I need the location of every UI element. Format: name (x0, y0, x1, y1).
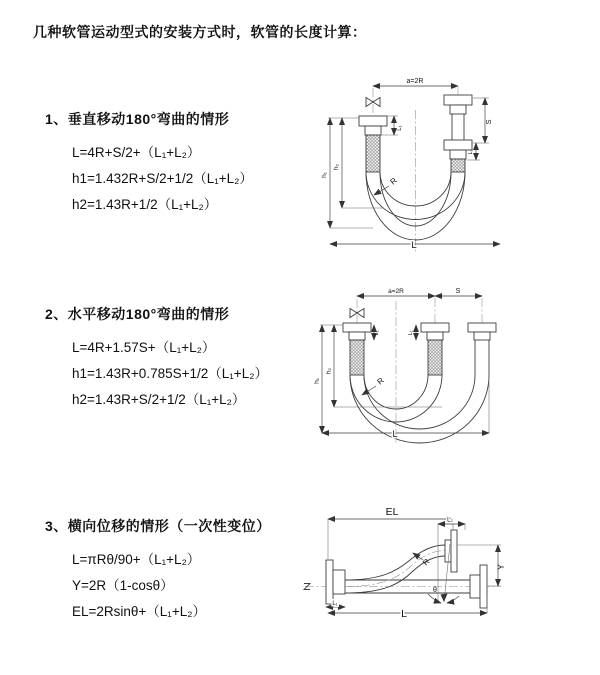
braided-hose (350, 340, 364, 375)
section-heading: 3、横向位移的情形（一次性变位） (45, 518, 271, 534)
dim-label-a2r: a=2R (388, 288, 404, 295)
dim-label-l1: L₁ (374, 330, 380, 336)
dim-label-l: L (401, 608, 407, 620)
braided-hose (451, 159, 465, 172)
dim-label-y: Y (496, 563, 506, 571)
dim-label-r: R (388, 175, 399, 187)
dim-label-h2: h₂ (333, 163, 340, 171)
dim-label-h1: h₁ (313, 378, 321, 384)
dim-label-l1: L₁ (408, 330, 414, 336)
section-2 (45, 304, 268, 413)
formula: h1=1.43R+0.785S+1/2（L₁+L₂） (72, 366, 268, 381)
dim-label-l1: L₁ (332, 601, 338, 607)
dim-label-l1: L₁ (397, 125, 403, 131)
dim-label-h2: h₂ (325, 367, 333, 375)
formula: EL=2Rsinθ+（L₁+L₂） (72, 604, 206, 619)
diagram-vertical-180-bend (313, 72, 600, 257)
dim-label-a2r: a=2R (406, 78, 424, 85)
angle-vertex-arrow (441, 594, 448, 603)
hose-curve (345, 556, 445, 593)
dim-label-l: L (411, 240, 417, 251)
section-heading: 2、水平移动180°弯曲的情形 (45, 306, 230, 322)
dim-label-l1: L₁ (468, 149, 474, 155)
braided-hose (366, 135, 380, 172)
formula: h2=1.43R+S/2+1/2（L₁+L₂） (72, 392, 246, 407)
dim-label-s: S (455, 288, 461, 295)
dim-label-el: EL (385, 506, 399, 518)
section-3 (45, 516, 271, 625)
formula: Y=2R（1-cosθ） (72, 578, 174, 593)
dim-label-theta: θ (433, 587, 437, 594)
section-1 (45, 109, 253, 218)
dim-label-r: R (375, 375, 386, 387)
dim-label-h1: h₁ (321, 172, 328, 178)
dim-label-r: R (421, 556, 432, 568)
formula: h2=1.43R+1/2（L₁+L₂） (72, 197, 218, 212)
diagram-lateral-displacement (300, 498, 595, 658)
formula: L=4R+S/2+（L₁+L₂） (72, 145, 201, 160)
dim-label-s: S (484, 119, 493, 125)
braided-hose (428, 340, 442, 375)
diagram-horizontal-180-bend (312, 283, 600, 463)
formula: h1=1.432R+S/2+1/2（L₁+L₂） (72, 171, 253, 186)
section-heading: 1、垂直移动180°弯曲的情形 (45, 111, 230, 127)
dim-label-l: L (392, 429, 398, 439)
formula: L=4R+1.57S+（L₁+L₂） (72, 340, 216, 355)
page-title: 几种软管运动型式的安装方式时，软管的长度计算： (33, 24, 367, 40)
dim-label-l2: L₂ (447, 517, 453, 524)
formula: L=πRθ/90+（L₁+L₂） (72, 552, 201, 567)
